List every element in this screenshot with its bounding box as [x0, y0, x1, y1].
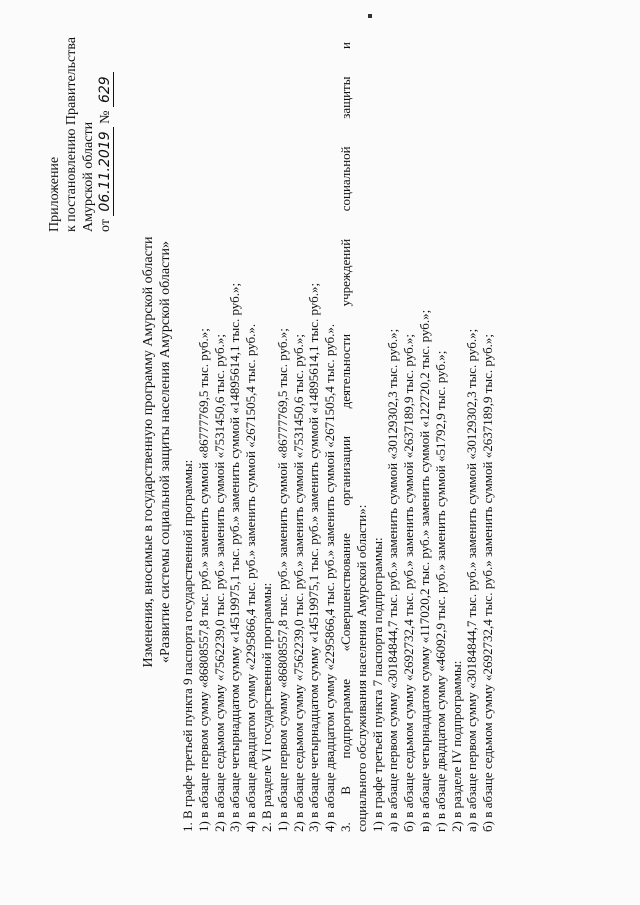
body-line: 1) в графе третьей пункта 7 паспорта подпрограммы: — [369, 537, 385, 832]
document-body — [180, 42, 496, 832]
approval-date-line — [97, 37, 114, 232]
body-line: социального обслуживания населения Амурской области»: — [353, 504, 369, 832]
handwritten-date: 06.11.2019 — [97, 127, 114, 215]
date-prefix: от — [98, 219, 113, 232]
document-title — [140, 32, 174, 872]
body-line: б) в абзаце седьмом сумму «2692732,4 тыс. руб.» заменить суммой «2637189,9 тыс. руб.»; — [401, 333, 417, 832]
body-line: а) в абзаце первом сумму «30184844,7 тыс. руб.» заменить суммой «30129302,3 тыс. руб.»; — [464, 328, 480, 832]
approval-line-1: Приложение — [47, 156, 62, 232]
body-line: б) в абзаце седьмом сумму «2692732,4 тыс. руб.» заменить суммой «2637189,9 тыс. руб.»; — [480, 333, 496, 832]
body-line: 2) в абзаце седьмом сумму «7562239,0 тыс. руб.» заменить суммой «7531450,6 тыс. руб.»; — [211, 334, 227, 832]
body-line: 4) в абзаце двадцатом сумму «2295866,4 тыс. руб.» заменить суммой «2671505,4 тыс. руб.». — [322, 323, 338, 832]
body-line: 2) в абзаце седьмом сумму «7562239,0 тыс. руб.» заменить суммой «7531450,6 тыс. руб.»; — [290, 334, 306, 832]
body-line: г) в абзаце двадцатом сумму «46092,9 тыс. руб.» заменить суммой «51792,9 тыс. руб.»; — [432, 350, 448, 832]
scan-speck — [368, 14, 372, 18]
approval-line-2: к постановлению Правительства — [64, 36, 79, 232]
handwritten-number: 629 — [97, 72, 114, 107]
body-line: 3) в абзаце четырнадцатом сумму «14519975,1 тыс. руб.» заменить суммой «14895614,1 тыс. руб.»; — [227, 282, 243, 832]
body-line: 1) в абзаце первом сумму «86808557,8 тыс. руб.» заменить суммой «86777769,5 тыс. руб.»; — [274, 328, 290, 832]
body-line: 1) в абзаце первом сумму «86808557,8 тыс. руб.» заменить суммой «86777769,5 тыс. руб.»; — [195, 328, 211, 832]
body-line: 4) в абзаце двадцатом сумму «2295866,4 тыс. руб.» заменить суммой «2671505,4 тыс. руб.». — [243, 323, 259, 832]
body-line: 3) в абзаце четырнадцатом сумму «14519975,1 тыс. руб.» заменить суммой «14895614,1 тыс. руб.»; — [306, 282, 322, 832]
title-line-1: Изменения, вносимые в государственную программу Амурской области — [141, 236, 156, 668]
number-sign: № — [98, 110, 113, 124]
body-line: а) в абзаце первом сумму «30184844,7 тыс. руб.» заменить суммой «30129302,3 тыс. руб.»; — [385, 328, 401, 832]
approval-line-3: Амурской области — [81, 121, 96, 232]
body-line: 2. В разделе VI государственной программы: — [258, 582, 274, 832]
title-line-2: «Развитие системы социальной защиты населения Амурской области» — [158, 241, 173, 663]
body-line: 3. В подпрограмме «Совершенствование организации деятельности учреждений социальной защиты и — [337, 42, 353, 832]
approval-block — [46, 37, 114, 232]
body-line: 1. В графе третьей пункта 9 паспорта государственной программы: — [180, 459, 195, 832]
rotated-document — [40, 32, 600, 872]
body-line: 2) в разделе IV подпрограммы: — [448, 660, 464, 832]
body-line: в) в абзаце четырнадцатом сумму «117020,2 тыс. руб.» заменить суммой «122720,2 тыс. руб.»; — [416, 309, 432, 832]
